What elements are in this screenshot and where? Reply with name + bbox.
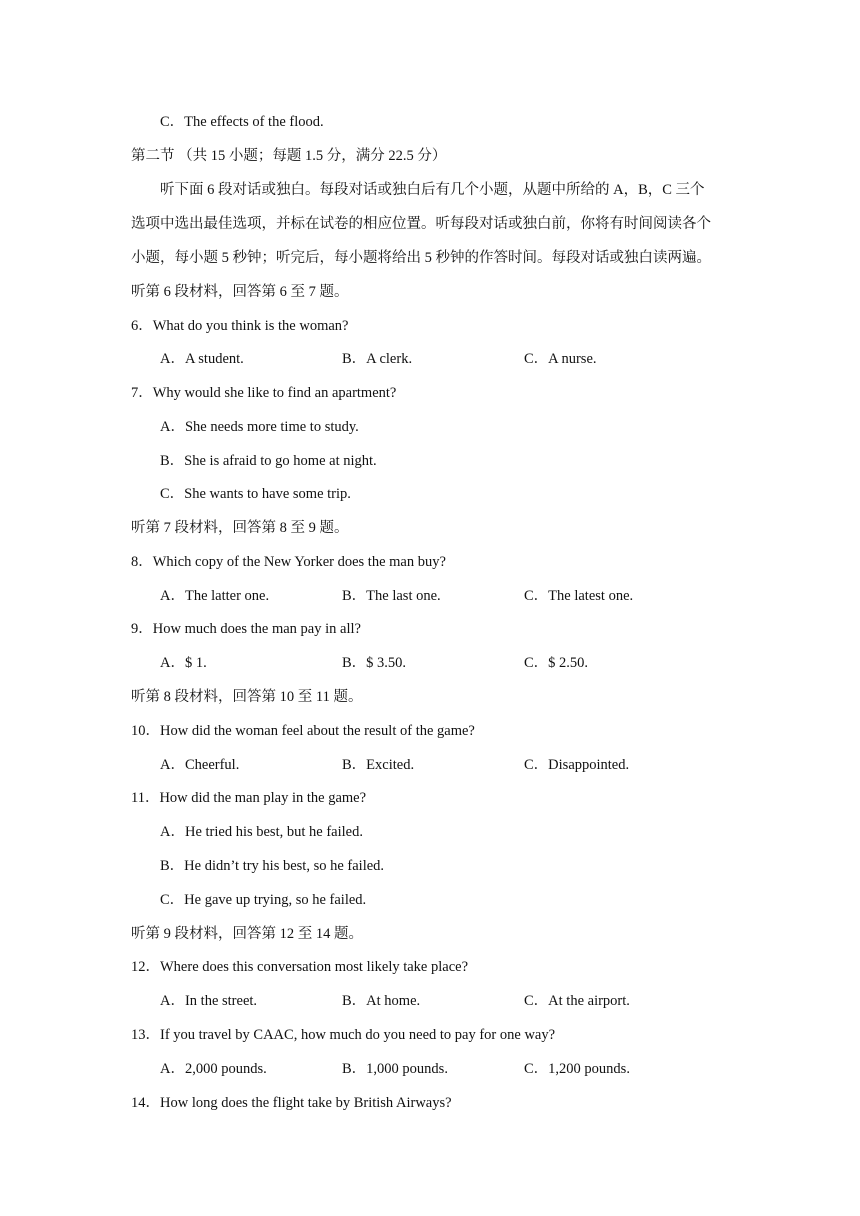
question-11-option-b: B．He didn’t try his best, so he failed. [160, 858, 385, 874]
instructions-line-1: 听下面 6 段对话或独白。每段对话或独白后有几个小题，从题中所给的 A，B，C 三个 [160, 182, 705, 198]
question-13-option-a: A．2,000 pounds. [160, 1061, 267, 1077]
question-7-option-b: B．She is afraid to go home at night. [160, 453, 377, 469]
question-6-stem: 6．What do you think is the woman? [131, 318, 349, 334]
question-8-option-a: A．The latter one. [160, 588, 270, 604]
group-header-6: 听第 6 段材料，回答第 6 至 7 题。 [131, 284, 349, 300]
question-11-option-c: C．He gave up trying, so he failed. [160, 892, 367, 908]
question-13-option-b: B．1,000 pounds. [342, 1061, 448, 1077]
question-11-option-a: A．He tried his best, but he failed. [160, 824, 363, 840]
question-8-option-c: C．The latest one. [524, 588, 634, 604]
instructions-line-2: 选项中选出最佳选项，并标在试卷的相应位置。听每段对话或独白前，你将有时间阅读各个 [131, 216, 711, 232]
question-10-option-c: C．Disappointed. [524, 757, 630, 773]
question-12-option-a: A．In the street. [160, 993, 258, 1009]
question-14-stem: 14．How long does the flight take by British Airways? [131, 1095, 452, 1111]
section-title: 第二节 （共 15 小题；每题 1.5 分，满分 22.5 分） [131, 148, 447, 164]
question-6-option-a: A．A student. [160, 351, 244, 367]
question-9-option-c: C．$ 2.50. [524, 655, 589, 671]
question-10-option-b: B．Excited. [342, 757, 415, 773]
instructions-line-3: 小题，每小题 5 秒钟；听完后，每小题将给出 5 秒钟的作答时间。每段对话或独白读两遍。 [131, 250, 711, 266]
question-7-option-c: C．She wants to have some trip. [160, 486, 351, 502]
question-11-stem: 11．How did the man play in the game? [131, 790, 367, 806]
question-9-option-a: A．$ 1. [160, 655, 207, 671]
question-13-option-c: C．1,200 pounds. [524, 1061, 630, 1077]
group-header-9: 听第 9 段材料，回答第 12 至 14 题。 [131, 926, 363, 942]
question-6-option-c: C．A nurse. [524, 351, 597, 367]
question-6-option-b: B．A clerk. [342, 351, 413, 367]
question-7-stem: 7．Why would she like to find an apartment? [131, 385, 397, 401]
question-12-stem: 12．Where does this conversation most likely take place? [131, 959, 469, 975]
question-8-stem: 8．Which copy of the New Yorker does the man buy? [131, 554, 446, 570]
group-header-8: 听第 8 段材料，回答第 10 至 11 题。 [131, 689, 363, 705]
group-header-7: 听第 7 段材料，回答第 8 至 9 题。 [131, 520, 349, 536]
question-8-option-b: B．The last one. [342, 588, 441, 604]
question-9-stem: 9．How much does the man pay in all? [131, 621, 361, 637]
question-12-option-b: B．At home. [342, 993, 421, 1009]
question-12-option-c: C．At the airport. [524, 993, 630, 1009]
q5-option-c: C．The effects of the flood. [160, 114, 324, 130]
question-13-stem: 13．If you travel by CAAC, how much do you need to pay for one way? [131, 1027, 556, 1043]
question-7-option-a: A．She needs more time to study. [160, 419, 359, 435]
question-9-option-b: B．$ 3.50. [342, 655, 407, 671]
question-10-stem: 10．How did the woman feel about the result of the game? [131, 723, 475, 739]
question-10-option-a: A．Cheerful. [160, 757, 240, 773]
